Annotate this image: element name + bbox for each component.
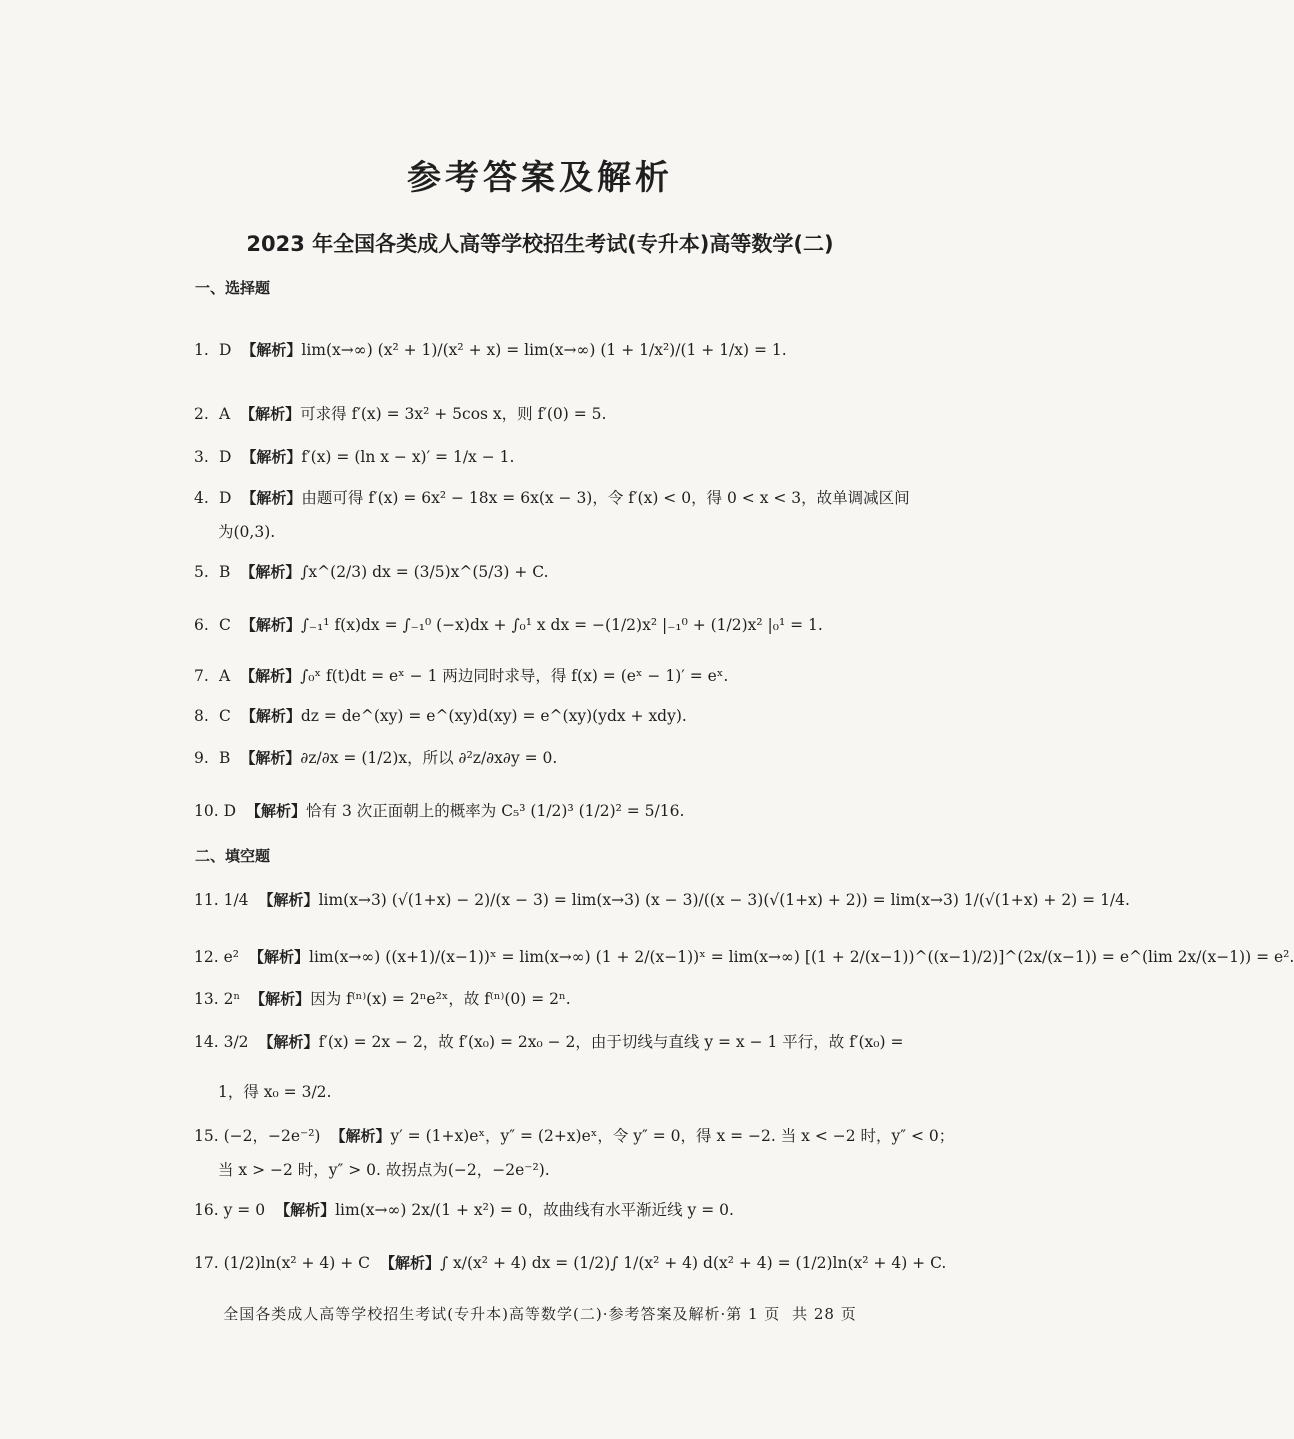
question-number: 5. <box>194 563 209 581</box>
analysis-tag: 【解析】 <box>275 1201 336 1219</box>
answer: A <box>218 405 231 423</box>
analysis-text: 恰有 3 次正面朝上的概率为 C₅³ (1/2)³ (1/2)² = 5/16. <box>306 802 685 820</box>
analysis-text: ∫₋₁¹ f(x)dx = ∫₋₁⁰ (−x)dx + ∫₀¹ x dx = −(1/2)x² |₋₁⁰ + (1/2)x² |₀¹ = 1. <box>300 616 823 634</box>
question-16 <box>194 1194 974 1226</box>
analysis-text: ∫ x/(x² + 4) dx = (1/2)∫ 1/(x² + 4) d(x² + 4) = (1/2)ln(x² + 4) + C. <box>440 1254 947 1272</box>
question-number: 6. <box>194 616 209 634</box>
analysis-tag: 【解析】 <box>248 948 309 966</box>
analysis-tag: 【解析】 <box>241 489 302 507</box>
question-11 <box>194 884 1130 916</box>
question-4-continuation: 为(0,3). <box>218 523 276 541</box>
analysis-text: ∂z/∂x = (1/2)x，所以 ∂²z/∂x∂y = 0. <box>300 749 558 767</box>
answer: D <box>218 341 232 359</box>
analysis-text: ∫₀ˣ f(t)dt = eˣ − 1 两边同时求导，得 f(x) = (eˣ − 1)′ = eˣ. <box>300 667 729 685</box>
question-2 <box>194 398 974 430</box>
footer-text: 全国各类成人高等学校招生考试(专升本)高等数学(二)·参考答案及解析·第 1 页 <box>223 1305 781 1323</box>
question-number: 14. <box>194 1033 219 1051</box>
answer: (1/2)ln(x² + 4) + C <box>223 1254 371 1272</box>
answer: D <box>218 489 232 507</box>
answer: C <box>218 707 231 725</box>
question-number: 2. <box>194 405 209 423</box>
question-number: 12. <box>194 948 219 966</box>
analysis-tag: 【解析】 <box>240 563 301 581</box>
analysis-text: lim(x→∞) (x² + 1)/(x² + x) = lim(x→∞) (1 + 1/x²)/(1 + 1/x) = 1. <box>301 341 787 359</box>
analysis-tag: 【解析】 <box>258 1033 319 1051</box>
question-13 <box>194 983 974 1015</box>
analysis-text: y′ = (1+x)eˣ，y″ = (2+x)eˣ，令 y″ = 0，得 x = −2. 当 x < −2 时，y″ < 0； <box>390 1127 955 1145</box>
question-number: 15. <box>194 1127 219 1145</box>
section-fill: 二、填空题 <box>195 847 271 865</box>
question-15-continuation: 当 x > −2 时，y″ > 0. 故拐点为(−2，−2e⁻²). <box>218 1161 550 1179</box>
analysis-tag: 【解析】 <box>240 749 301 767</box>
question-4 <box>194 482 974 514</box>
analysis-tag: 【解析】 <box>240 405 301 423</box>
question-number: 9. <box>194 749 209 767</box>
analysis-text: ∫x^(2/3) dx = (3/5)x^(5/3) + C. <box>300 563 549 581</box>
answer: y = 0 <box>223 1201 266 1219</box>
question-8 <box>194 700 974 732</box>
analysis-tag: 【解析】 <box>240 667 301 685</box>
answer: D <box>223 802 237 820</box>
page-footer <box>0 1303 1080 1324</box>
question-number: 16. <box>194 1201 219 1219</box>
question-3 <box>194 441 974 473</box>
answer: C <box>218 616 231 634</box>
analysis-tag: 【解析】 <box>240 707 301 725</box>
question-6 <box>194 609 974 641</box>
analysis-tag: 【解析】 <box>246 802 307 820</box>
answer: 2ⁿ <box>223 990 241 1008</box>
analysis-tag: 【解析】 <box>241 448 302 466</box>
answer: A <box>218 667 231 685</box>
question-14 <box>194 1026 974 1058</box>
answer: B <box>218 749 231 767</box>
footer-total-pages: 共 28 页 <box>792 1305 857 1323</box>
question-10 <box>194 795 974 827</box>
question-14-continuation: 1，得 x₀ = 3/2. <box>218 1083 332 1101</box>
analysis-tag: 【解析】 <box>258 891 319 909</box>
analysis-text: dz = de^(xy) = e^(xy)d(xy) = e^(xy)(ydx + xdy). <box>300 707 687 725</box>
question-number: 11. <box>194 891 219 909</box>
question-number: 13. <box>194 990 219 1008</box>
analysis-tag: 【解析】 <box>330 1127 391 1145</box>
exam-subtitle: 2023 年全国各类成人高等学校招生考试(专升本)高等数学(二) <box>246 232 834 256</box>
question-number: 10. <box>194 802 219 820</box>
answer: 3/2 <box>223 1033 249 1051</box>
analysis-tag: 【解析】 <box>241 341 302 359</box>
question-number: 7. <box>194 667 209 685</box>
question-number: 4. <box>194 489 209 507</box>
question-15 <box>194 1120 974 1152</box>
analysis-text: 可求得 f′(x) = 3x² + 5cos x，则 f′(0) = 5. <box>300 405 607 423</box>
analysis-text: 由题可得 f′(x) = 6x² − 18x = 6x(x − 3)，令 f′(x) < 0，得 0 < x < 3，故单调减区间 <box>301 489 910 507</box>
question-number: 8. <box>194 707 209 725</box>
analysis-tag: 【解析】 <box>240 616 301 634</box>
page-title: 参考答案及解析 <box>407 158 673 198</box>
answer: (−2，−2e⁻²) <box>223 1127 321 1145</box>
question-number: 17. <box>194 1254 219 1272</box>
section-choice: 一、选择题 <box>195 279 271 297</box>
analysis-text: f′(x) = (ln x − x)′ = 1/x − 1. <box>301 448 515 466</box>
question-12 <box>194 941 1294 973</box>
analysis-text: lim(x→3) (√(1+x) − 2)/(x − 3) = lim(x→3) (x − 3)/((x − 3)(√(1+x) + 2)) = lim(x→3) 1/(√(1+x) + 2) = 1/4. <box>318 891 1130 909</box>
answer: D <box>218 448 232 466</box>
question-9 <box>194 742 974 774</box>
analysis-text: 因为 f⁽ⁿ⁾(x) = 2ⁿe²ˣ，故 f⁽ⁿ⁾(0) = 2ⁿ. <box>310 990 571 1008</box>
question-number: 1. <box>194 341 209 359</box>
question-7 <box>194 660 974 692</box>
answer: e² <box>223 948 239 966</box>
question-number: 3. <box>194 448 209 466</box>
question-1 <box>194 334 974 366</box>
answer: B <box>218 563 231 581</box>
analysis-text: f′(x) = 2x − 2，故 f′(x₀) = 2x₀ − 2，由于切线与直线 y = x − 1 平行，故 f′(x₀) = <box>318 1033 904 1051</box>
analysis-tag: 【解析】 <box>380 1254 441 1272</box>
question-5 <box>194 556 974 588</box>
answer: 1/4 <box>223 891 249 909</box>
analysis-text: lim(x→∞) 2x/(1 + x²) = 0，故曲线有水平渐近线 y = 0. <box>335 1201 734 1219</box>
analysis-text: lim(x→∞) ((x+1)/(x−1))ˣ = lim(x→∞) (1 + 2/(x−1))ˣ = lim(x→∞) [(1 + 2/(x−1))^((x−1)/2)]^(2x/(x−1)) = e^(lim 2x/(x−1)) = e². <box>309 948 1294 966</box>
question-17 <box>194 1247 974 1279</box>
analysis-tag: 【解析】 <box>250 990 311 1008</box>
